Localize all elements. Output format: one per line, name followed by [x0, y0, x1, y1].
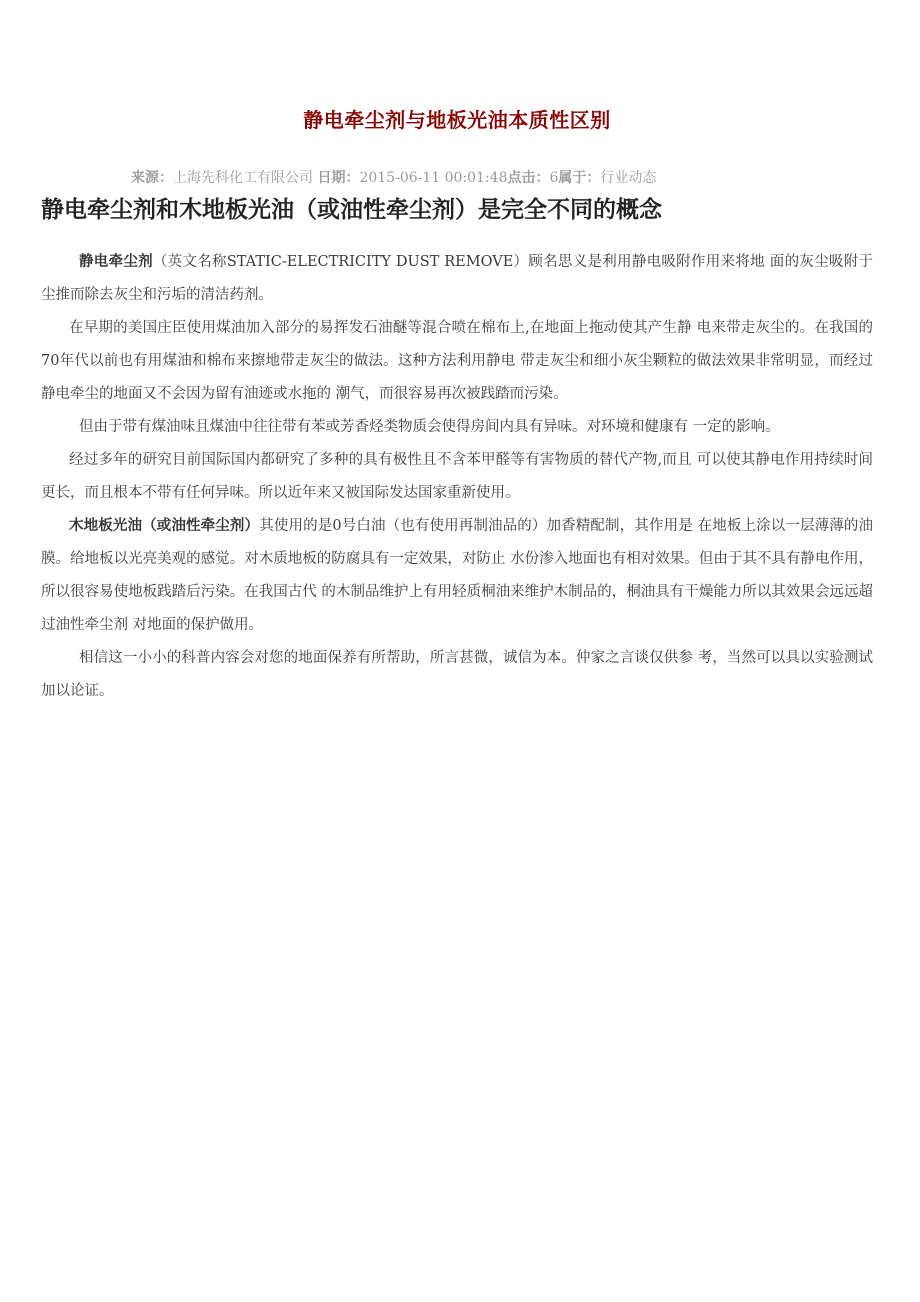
paragraph-2	[41, 312, 873, 411]
paragraph-text: 在早期的美国庄臣使用煤油加入部分的易挥发石油醚等混合喷在棉布上,在地面上拖动使其产生静 电来带走灰尘的。在我国的70年代以前也有用煤油和棉布来擦地带走灰尘的做法。这种方法利用静电 带走灰尘和细小灰尘颗粒的做法效果非常明显，而经过静电牵尘的地面又不会因为留有油迹或水拖的 潮气，而很容易再次被践踏而污染。	[41, 320, 873, 402]
category-value: 行业动态	[600, 170, 657, 186]
paragraph-1	[41, 246, 873, 312]
paragraph-text: 但由于带有煤油味且煤油中往往带有苯或芳香烃类物质会使得房间内具有异味。对环境和健康有 一定的影响。	[79, 419, 780, 435]
article-subtitle: 静电牵尘剂和木地板光油（或油性牵尘剂）是完全不同的概念	[41, 197, 662, 223]
article-title: 静电牵尘剂与地板光油本质性区别	[303, 108, 611, 132]
date-value: 2015-06-11 00:01:48	[359, 170, 508, 186]
paragraph-lead: 木地板光油（或油性牵尘剂）	[69, 518, 260, 534]
paragraph-4	[41, 444, 873, 510]
paragraph-text: 其使用的是0号白油（也有使用再制油品的）加香精配制，其作用是 在地板上涂以一层薄薄的油膜。给地板以光亮美观的感觉。对木质地板的防腐具有一定效果，对防止 水份渗入地面也有相对效果。但由于其不具有静电作用，所以很容易使地板践踏后污染。在我国古代 的木制品维护上有用轻质桐油来维护木制品的，桐油具有干燥能力所以其效果会远远超过油性牵尘剂 对地面的保护做用。	[41, 518, 873, 633]
paragraph-text: 相信这一小小的科普内容会对您的地面保养有所帮助，所言甚微，诚信为本。仲家之言谈仅供参 考，当然可以具以实验测试加以论证。	[41, 650, 873, 699]
clicks-value: 6	[549, 170, 559, 186]
paragraph-text: （英文名称STATIC-ELECTRICITY DUST REMOVE）顾名思义是利用静电吸附作用来将地 面的灰尘吸附于尘推而除去灰尘和污垢的清洁药剂。	[41, 254, 873, 303]
paragraph-6	[41, 642, 873, 708]
date-label: 日期：	[317, 170, 360, 186]
category-label: 属于：	[558, 170, 601, 186]
article-body	[41, 246, 873, 708]
source-value: 上海先科化工有限公司	[173, 170, 313, 186]
clicks-label: 点击：	[507, 170, 550, 186]
paragraph-lead: 静电牵尘剂	[79, 254, 153, 270]
paragraph-3	[41, 411, 873, 444]
paragraph-text: 经过多年的研究目前国际国内都研究了多种的具有极性且不含苯甲醛等有害物质的替代产物,而且 可以使其静电作用持续时间更长，而且根本不带有任何异味。所以近年来又被国际发达国家重新使用。	[41, 452, 873, 501]
paragraph-5	[41, 510, 873, 642]
article-meta	[131, 169, 871, 187]
source-label: 来源：	[131, 170, 173, 186]
